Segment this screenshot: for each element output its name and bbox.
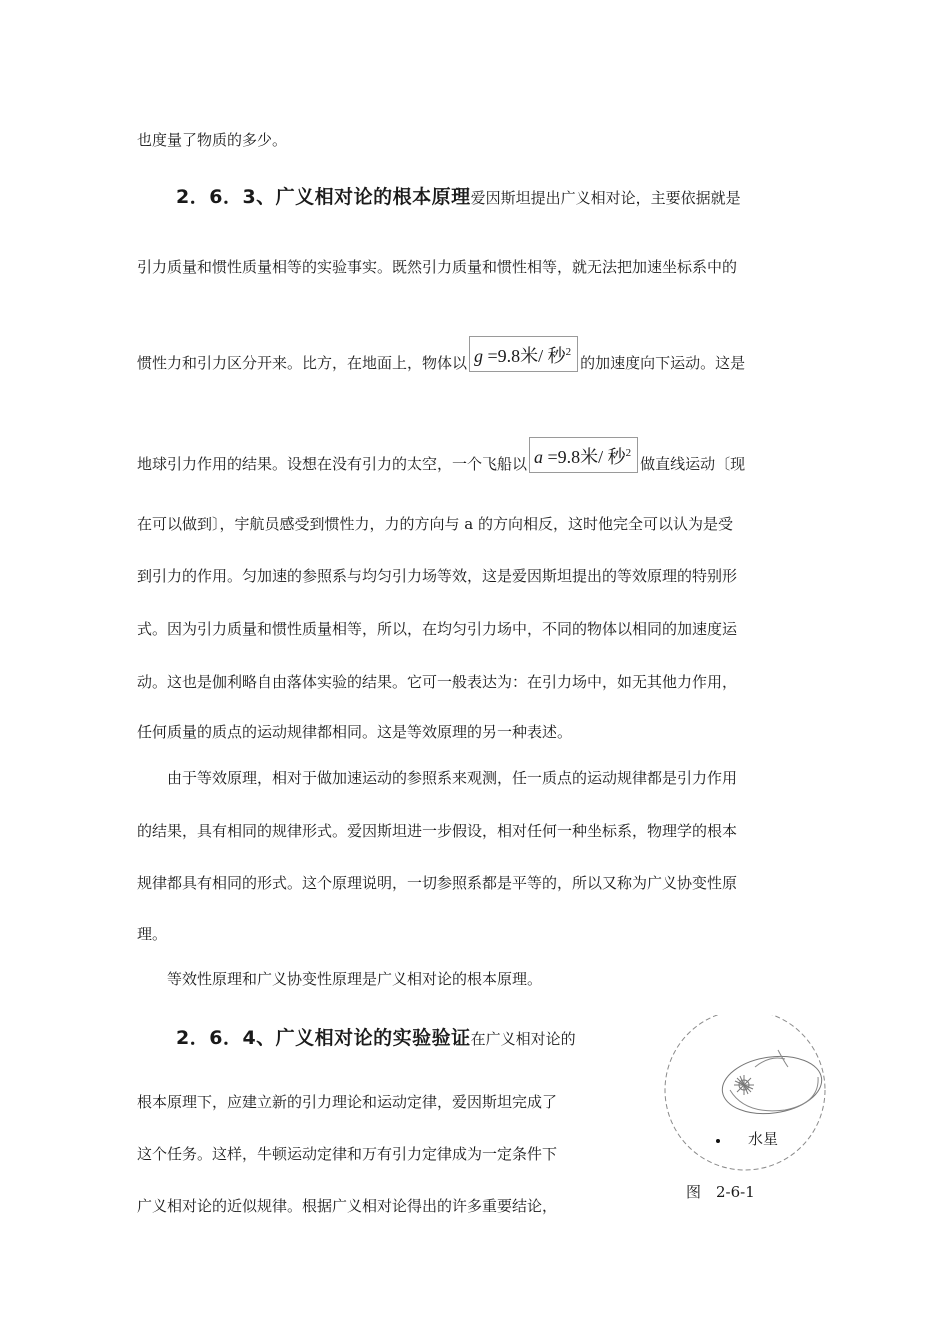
sun-icon	[734, 1075, 754, 1095]
figure-caption: 图 2-6-1	[686, 1183, 755, 1201]
paragraph-line: 到引力的作用。匀加速的参照系与均匀引力场等效，这是爱因斯坦提出的等效原理的特别形	[137, 567, 738, 585]
mercury-dot	[716, 1139, 720, 1143]
section-heading: 2．6．3、广义相对论的根本原理	[176, 186, 471, 208]
formula-variable: g	[474, 346, 484, 366]
paragraph-line: 任何质量的质点的运动规律都相同。这是等效原理的另一种表述。	[137, 723, 573, 741]
paragraph-line: 这个任务。这样，牛顿运动定律和万有引力定律成为一定条件下	[137, 1145, 558, 1163]
paragraph-line: 也度量了物质的多少。	[137, 131, 288, 149]
section-264-heading-line	[176, 1028, 576, 1049]
paragraph-line: 理。	[137, 925, 168, 943]
mercury-orbit-figure	[660, 1015, 850, 1180]
paragraph-text: 在广义相对论的	[470, 1030, 576, 1048]
paragraph-text: 爱因斯坦提出广义相对论，主要依据就是	[470, 189, 741, 207]
paragraph-line: 由于等效原理，相对于做加速运动的参照系来观测，任一质点的运动规律都是引力作用	[167, 769, 738, 787]
planet-label: 水星	[748, 1130, 779, 1148]
paragraph-line: 等效性原理和广义协变性原理是广义相对论的根本原理。	[167, 970, 543, 988]
paragraph-line: 根本原理下，应建立新的引力理论和运动定律，爱因斯坦完成了	[137, 1093, 558, 1111]
paragraph-line: 式。因为引力质量和惯性质量相等，所以，在均匀引力场中，不同的物体以相同的加速度运	[137, 620, 738, 638]
paragraph-text: 做直线运动〔现	[640, 455, 746, 473]
paragraph-text: 的加速度向下运动。这是	[580, 354, 746, 372]
formula-value: =9.8米/ 秒	[487, 346, 566, 366]
paragraph-line: 的结果，具有相同的规律形式。爱因斯坦进一步假设，相对任何一种坐标系，物理学的根本	[137, 822, 738, 840]
paragraph-line: 引力质量和惯性质量相等的实验事实。既然引力质量和惯性相等，就无法把加速坐标系中的	[137, 258, 738, 276]
paragraph-line	[137, 342, 745, 378]
section-heading: 2．6．4、广义相对论的实验验证	[176, 1027, 471, 1049]
paragraph-text: 地球引力作用的结果。设想在没有引力的太空，一个飞船以	[137, 455, 528, 473]
formula-g	[469, 336, 578, 372]
paragraph-line: 规律都具有相同的形式。这个原理说明，一切参照系都是平等的，所以又称为广义协变性原	[137, 874, 738, 892]
paragraph-line: 在可以做到〕，宇航员感受到惯性力，力的方向与 a 的方向相反，这时他完全可以认为是受	[137, 515, 733, 533]
paragraph-text: 惯性力和引力区分开来。比方，在地面上，物体以	[137, 354, 468, 372]
formula-value: =9.8米/ 秒	[547, 447, 626, 467]
formula-variable: a	[534, 447, 544, 467]
formula-exponent: 2	[625, 447, 632, 459]
section-263-heading-line	[176, 187, 741, 208]
paragraph-line: 广义相对论的近似规律。根据广义相对论得出的许多重要结论，	[137, 1197, 558, 1215]
paragraph-line	[137, 443, 745, 479]
formula-a	[529, 437, 638, 473]
paragraph-line: 动。这也是伽利略自由落体实验的结果。它可一般表达为：在引力场中，如无其他力作用，	[137, 673, 738, 691]
outer-dashed-circle	[665, 1015, 825, 1170]
formula-exponent: 2	[565, 346, 572, 358]
